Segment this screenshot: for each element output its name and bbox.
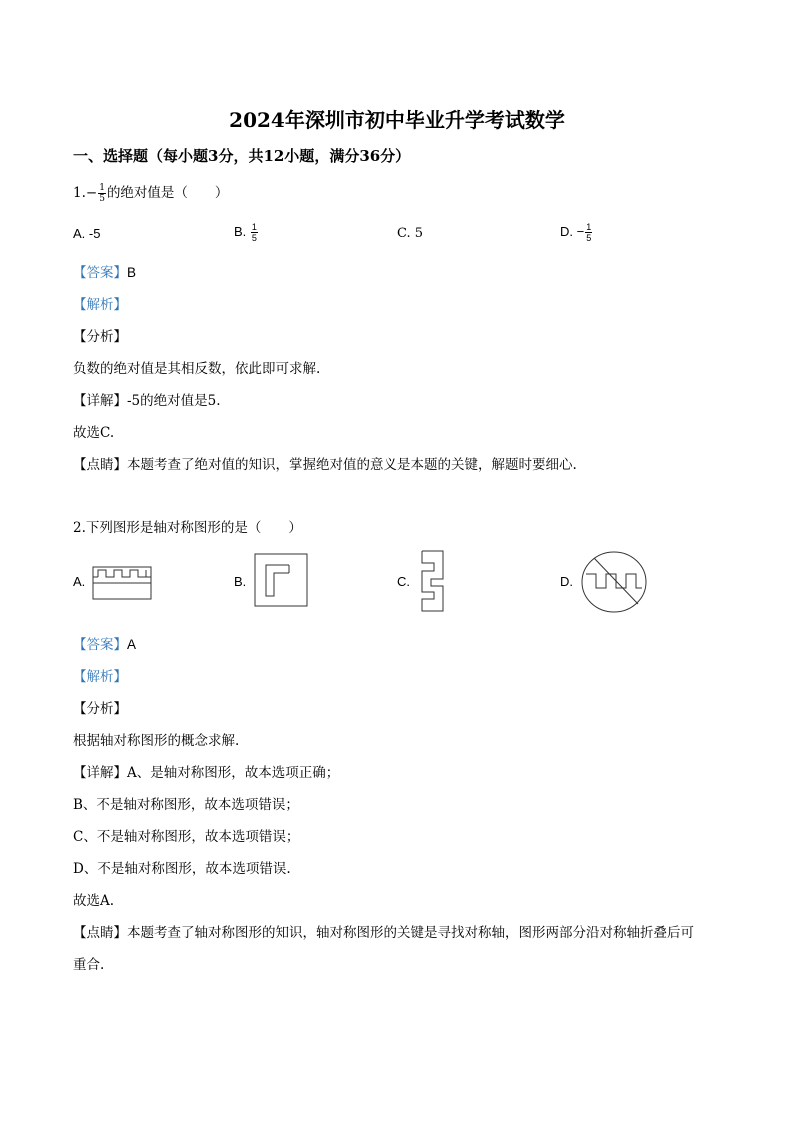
q2-option-b-label: B. <box>234 574 247 589</box>
q2-comment-tag: 【点睛】 <box>73 925 127 941</box>
q1-stem-text: 的绝对值是（ ） <box>106 185 229 201</box>
q1-comment-tag: 【点睛】 <box>73 457 127 473</box>
q2-detail-c: C、不是轴对称图形，故本选项错误； <box>73 829 300 845</box>
q1-option-d-num: 1 <box>586 222 592 232</box>
q1-option-a: A. -5 <box>73 226 101 241</box>
q1-option-b-fraction <box>251 222 258 243</box>
q2-option-a-label: A. <box>73 574 86 589</box>
q2-figure-c <box>414 550 448 612</box>
q2-comment-text-2: 重合. <box>73 957 105 973</box>
q2-stem: 2.下列图形是轴对称图形的是（ ） <box>73 520 302 536</box>
page-title: 2024年深圳市初中毕业升学考试数学 <box>229 108 565 132</box>
q1-option-c: C. 5 <box>397 226 424 241</box>
q1-number: 1. <box>73 185 86 201</box>
q1-neg-sign: − <box>85 185 98 201</box>
q1-option-d <box>560 222 593 243</box>
q1-detail-text: -5的绝对值是5. <box>127 393 221 409</box>
q2-option-d-label: D. <box>560 574 573 589</box>
q1-answer-line <box>73 261 136 281</box>
q1-option-d-den: 5 <box>586 233 592 243</box>
q1-fenxi-tag: 【分析】 <box>73 329 127 345</box>
q2-figure-b <box>254 553 308 607</box>
q1-answer-tag: 【答案】 <box>73 265 127 281</box>
q2-fenxi-text: 根据轴对称图形的概念求解. <box>73 733 240 749</box>
q1-option-d-label: D. <box>560 223 573 239</box>
q1-option-b-label: B. <box>234 223 247 239</box>
q2-detail-b: B、不是轴对称图形，故本选项错误； <box>73 797 299 813</box>
q1-option-d-neg: − <box>576 223 585 239</box>
q2-comment-text-1: 本题考查了轴对称图形的知识，轴对称图形的关键是寻找对称轴，图形两部分沿对称轴折叠后可 <box>127 925 694 941</box>
q1-analysis-tag: 【解析】 <box>73 297 127 313</box>
q1-detail-tag: 【详解】 <box>73 393 127 409</box>
q1-option-b-den: 5 <box>251 233 257 243</box>
q2-detail-d: D、不是轴对称图形，故本选项错误. <box>73 861 291 877</box>
q1-frac-den: 5 <box>99 194 105 204</box>
q2-detail-a: A、是轴对称图形，故本选项正确； <box>127 765 340 781</box>
q1-stem <box>73 181 228 204</box>
q2-option-c-label: C. <box>397 574 410 589</box>
q2-detail-tag: 【详解】 <box>73 765 127 781</box>
q1-option-b <box>234 222 259 243</box>
section-heading: 一、选择题（每小题3分，共12小题，满分36分） <box>73 147 411 165</box>
q1-comment-line <box>73 453 577 473</box>
q2-answer-tag: 【答案】 <box>73 637 127 653</box>
q2-answer-value: A <box>127 637 137 652</box>
q2-analysis-tag: 【解析】 <box>73 669 127 685</box>
q1-comment-text: 本题考查了绝对值的知识，掌握绝对值的意义是本题的关键，解题时要细心. <box>127 457 577 473</box>
q1-choose: 故选C. <box>73 425 115 441</box>
q2-figure-a <box>92 562 152 604</box>
q2-choose: 故选A. <box>73 893 115 909</box>
q2-comment-line <box>73 921 694 941</box>
q2-detail-line <box>73 761 339 781</box>
q1-fraction <box>98 183 106 204</box>
q1-answer-value: B <box>127 265 137 280</box>
q1-frac-num: 1 <box>99 183 105 193</box>
q2-figure-d <box>580 550 648 614</box>
q1-option-d-fraction <box>585 222 592 243</box>
q1-fenxi-text: 负数的绝对值是其相反数，依此即可求解. <box>73 361 321 377</box>
q2-fenxi-tag: 【分析】 <box>73 701 127 717</box>
q1-option-b-num: 1 <box>251 222 257 232</box>
q2-answer-line <box>73 633 136 653</box>
q1-detail-line <box>73 389 221 409</box>
